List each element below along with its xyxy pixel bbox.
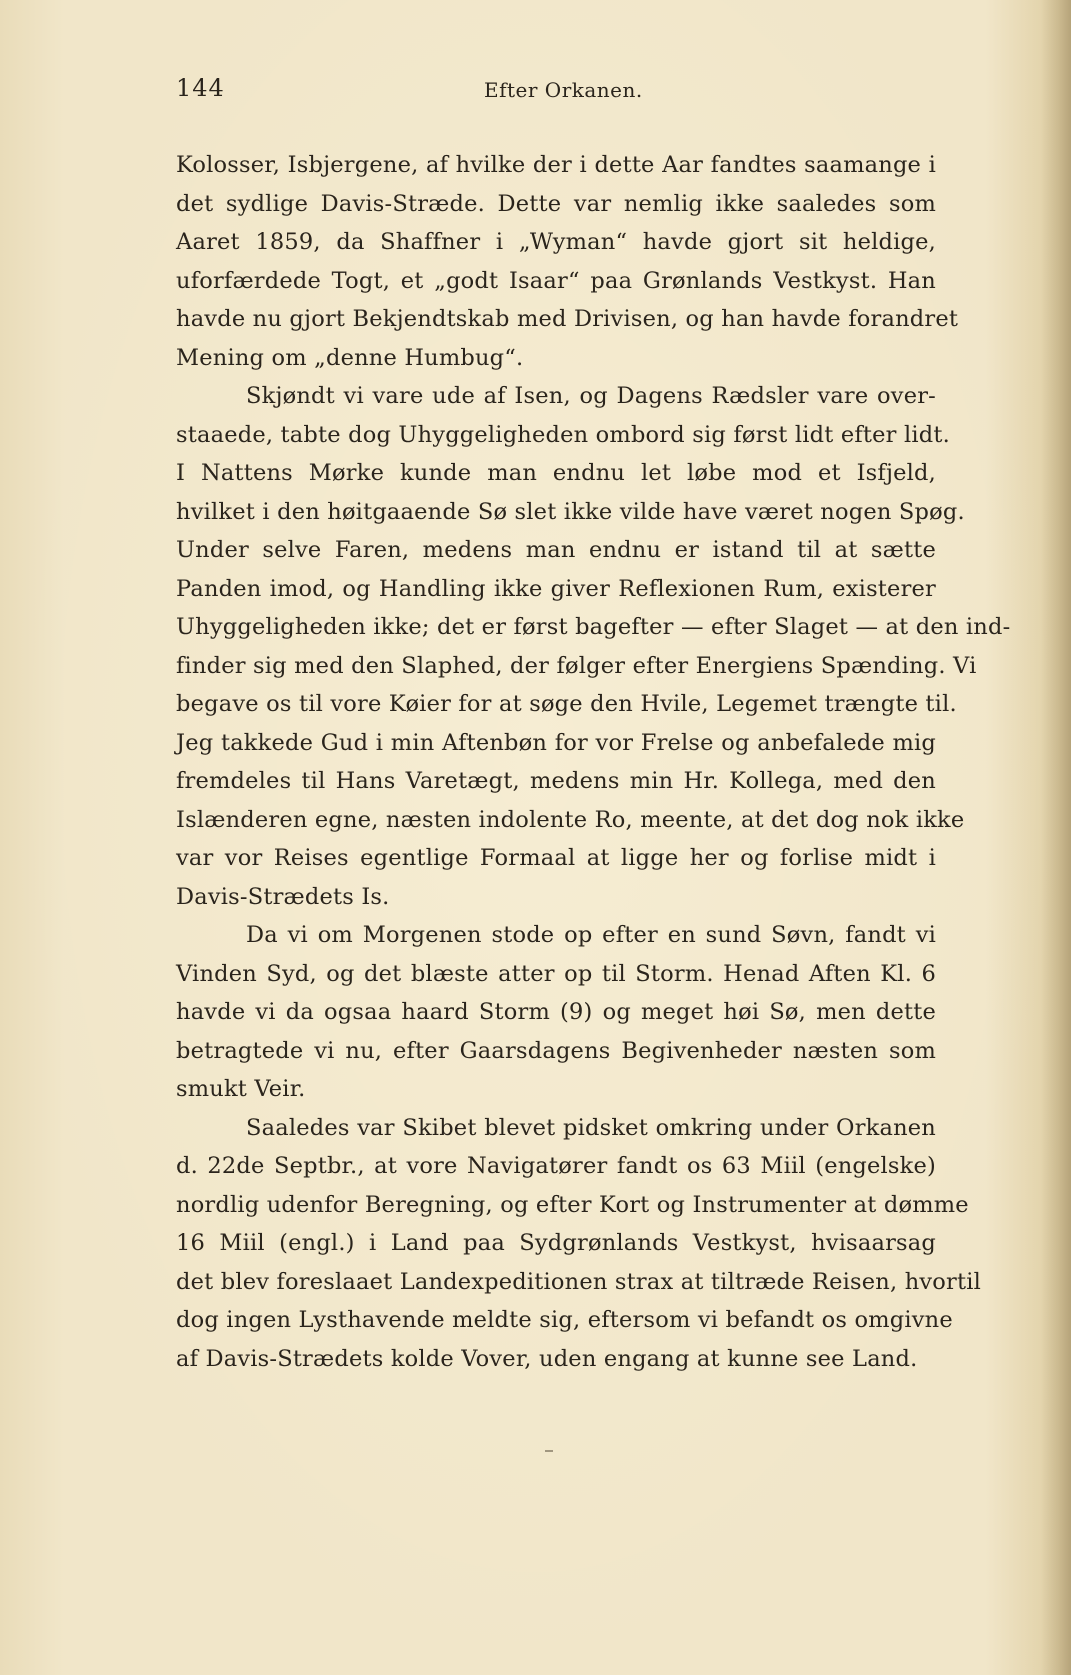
text-line: Kolosser, Isbjergene, af hvilke der i dette Aar fandtes saamange i (176, 152, 936, 178)
text-line: Aaret 1859, da Shaffner i „Wyman“ havde gjort sit heldige, (176, 229, 936, 255)
text-line: hvilket i den høitgaaende Sø slet ikke vilde have været nogen Spøg. (176, 498, 965, 525)
text-line: det sydlige Davis-Stræde. Dette var nemlig ikke saaledes som (176, 190, 936, 217)
text-line: det blev foreslaaet Landexpeditionen strax at tiltræde Reisen, hvortil (176, 1268, 982, 1295)
text-line: havde vi da ogsaa haard Storm (9) og meget høi Sø, men dette (176, 999, 936, 1025)
text-line: Uhyggeligheden ikke; det er først bagefter — efter Slaget — at den ind- (176, 614, 1011, 640)
text-line: I Nattens Mørke kunde man endnu let løbe mod et Isfjeld, (176, 460, 936, 486)
text-line: Jeg takkede Gud i min Aftenbøn for vor Frelse og anbefalede mig (176, 729, 936, 756)
text-line: smukt Veir. (176, 1076, 306, 1102)
text-line: Davis-Strædets Is. (176, 883, 390, 910)
text-line: fremdeles til Hans Varetægt, medens min Hr. Kollega, med den (176, 768, 936, 794)
text-line: staaede, tabte dog Uhyggeligheden ombord sig først lidt efter lidt. (176, 421, 950, 448)
paragraph-1 (176, 146, 959, 377)
page-edge-shadow (1041, 0, 1071, 1675)
running-head: Efter Orkanen. (484, 78, 643, 102)
body-text (176, 146, 1011, 1378)
page-number: 144 (176, 74, 225, 102)
text-line: Da vi om Morgenen stode op efter en sund Søvn, fandt vi (246, 922, 936, 948)
text-line: Panden imod, og Handling ikke giver Reflexionen Rum, existerer (176, 575, 936, 602)
paragraph-3 (176, 916, 936, 1109)
text-line: Mening om „denne Humbug“. (176, 344, 524, 371)
text-line: af Davis-Strædets kolde Vover, uden engang at kunne see Land. (176, 1345, 918, 1372)
text-line: d. 22de Septbr., at vore Navigatører fandt os 63 Miil (engelske) (176, 1153, 936, 1179)
text-line: Saaledes var Skibet blevet pidsket omkring under Orkanen (246, 1114, 936, 1141)
text-line: betragtede vi nu, efter Gaarsdagens Begivenheder næsten som (176, 1037, 936, 1064)
page-header (176, 74, 936, 114)
paragraph-4 (176, 1109, 982, 1379)
text-line: begave os til vore Køier for at søge den Hvile, Legemet trængte til. (176, 691, 957, 717)
print-mark (545, 1450, 553, 1452)
text-line: Skjøndt vi vare ude af Isen, og Dagens Rædsler vare over- (246, 383, 936, 409)
text-line: 16 Miil (engl.) i Land paa Sydgrønlands Vestkyst, hvisaarsag (176, 1230, 936, 1256)
text-line: Islænderen egne, næsten indolente Ro, meente, at det dog nok ikke (176, 806, 965, 833)
text-line: dog ingen Lysthavende meldte sig, eftersom vi befandt os omgivne (176, 1307, 953, 1333)
text-line: Vinden Syd, og det blæste atter op til Storm. Henad Aften Kl. 6 (176, 960, 936, 987)
text-line: finder sig med den Slaphed, der følger efter Energiens Spænding. Vi (176, 652, 977, 679)
text-line: uforfærdede Togt, et „godt Isaar“ paa Grønlands Vestkyst. Han (176, 267, 936, 294)
text-line: Under selve Faren, medens man endnu er istand til at sætte (176, 537, 936, 563)
text-line: havde nu gjort Bekjendtskab med Drivisen, og han havde forandret (176, 306, 959, 332)
text-line: nordlig udenfor Beregning, og efter Kort og Instrumenter at dømme (176, 1191, 969, 1218)
paragraph-2 (176, 377, 1011, 916)
text-line: var vor Reises egentlige Formaal at ligge her og forlise midt i (176, 845, 936, 871)
